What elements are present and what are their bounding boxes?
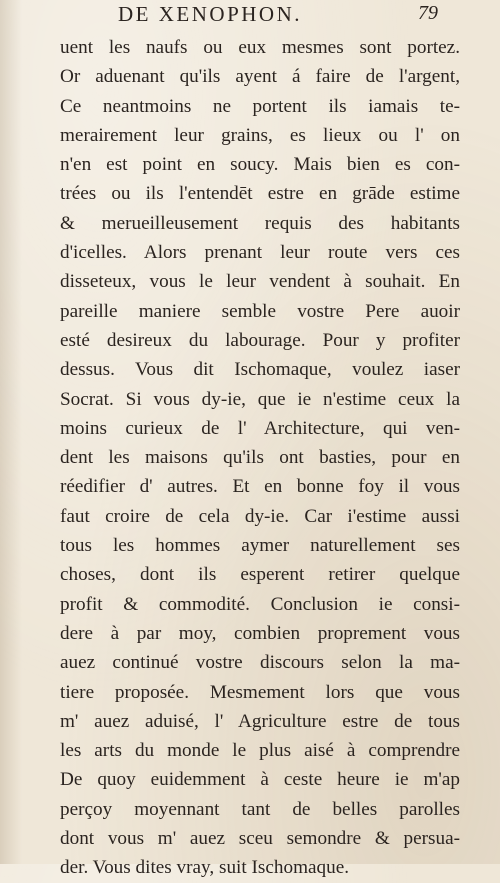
text-line: disseteux, vous le leur vendent à souhait. En <box>60 271 460 293</box>
text-line: Ce neantmoins ne portent ils iamais te- <box>60 95 460 117</box>
text-line: trées ou ils l'entendēt estre en grāde estime <box>60 183 460 205</box>
text-line: dere à par moy, combien proprement vous <box>60 622 460 644</box>
running-head: DE XENOPHON. <box>118 2 302 26</box>
text-line: dent les maisons qu'ils ont basties, pour en <box>60 447 460 469</box>
text-line: merairement leur grains, es lieux ou l' on <box>60 124 460 146</box>
body-text <box>60 33 460 883</box>
text-line: m' auez aduisé, l' Agriculture estre de tous <box>60 710 460 732</box>
text-line: les arts du monde le plus aisé à comprendre <box>60 740 460 762</box>
page-number: 79 <box>418 2 438 24</box>
text-line: Socrat. Si vous dy-ie, que ie n'estime ceux la <box>60 388 460 410</box>
text-line: tous les hommes aymer naturellement ses <box>60 535 460 557</box>
text-line: tiere proposée. Mesmement lors que vous <box>60 681 460 703</box>
text-line: profit & commodité. Conclusion ie consi- <box>60 593 460 615</box>
text-line: dont vous m' auez sceu semondre & persua- <box>60 828 460 850</box>
text-line: dessus. Vous dit Ischomaque, voulez iaser <box>60 359 460 381</box>
text-line: faut croire de cela dy-ie. Car i'estime aussi <box>60 505 460 527</box>
text-line: choses, dont ils esperent retirer quelque <box>60 564 460 586</box>
text-line: der. Vous dites vray, suit Ischomaque. <box>60 857 350 879</box>
text-line: d'icelles. Alors prenant leur route vers ces <box>60 242 460 264</box>
text-line: esté desireux du labourage. Pour y profiter <box>60 329 460 351</box>
gutter-shadow <box>0 0 22 864</box>
text-line: & merueilleusement requis des habitants <box>60 212 460 234</box>
text-line: auez continué vostre discours selon la ma- <box>60 652 460 674</box>
text-line: réedifier d' autres. Et en bonne foy il vous <box>60 476 460 498</box>
text-line: De quoy euidemment à ceste heure ie m'ap <box>60 769 460 791</box>
text-line: moins curieux de l' Architecture, qui ven- <box>60 417 460 439</box>
text-line: pareille maniere semble vostre Pere auoir <box>60 300 460 322</box>
text-line: uent les naufs ou eux mesmes sont portez. <box>60 37 460 58</box>
text-line: Or aduenant qu'ils ayent á faire de l'argent, <box>60 66 460 88</box>
text-line: n'en est point en soucy. Mais bien es con- <box>60 154 460 176</box>
text-line: perçoy moyennant tant de belles parolles <box>60 798 460 820</box>
